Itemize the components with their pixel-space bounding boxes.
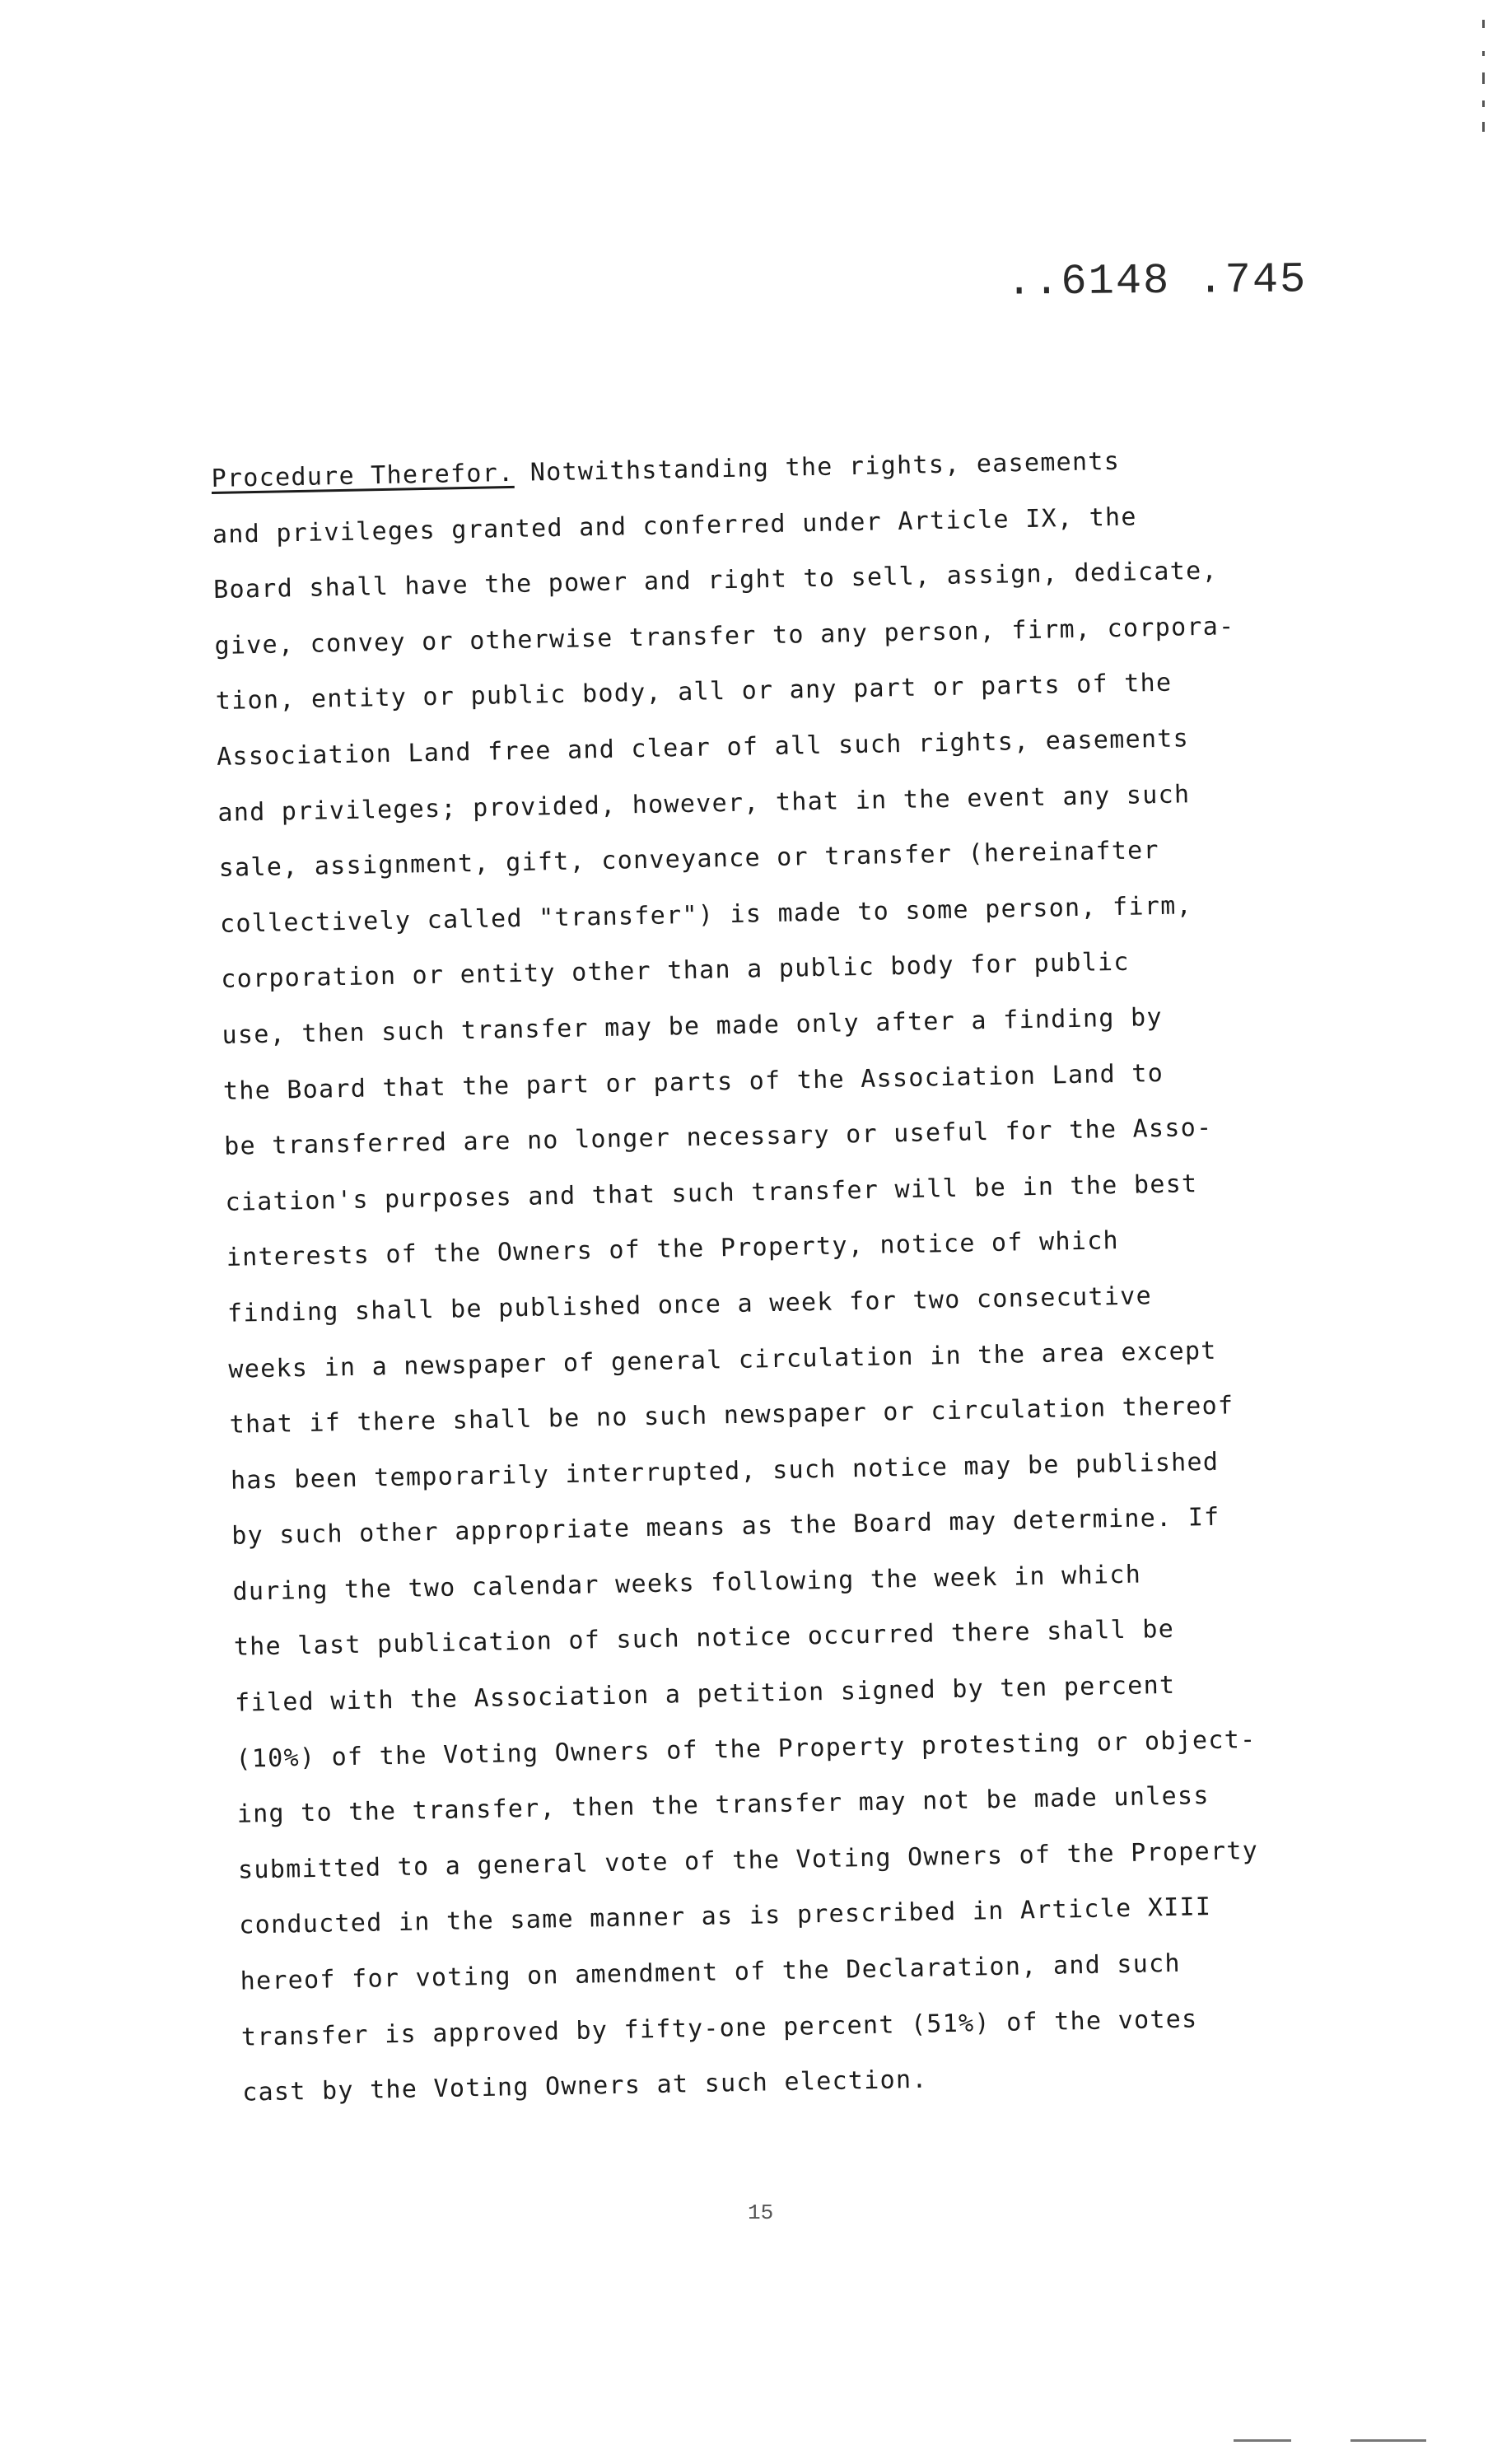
scan-edge-mark <box>1234 2439 1291 2442</box>
text-line: during the two calendar weeks following the week in which <box>232 1560 1142 1607</box>
text-line: tion, entity or public body, all or any part or parts of the <box>215 669 1173 716</box>
text-line: interests of the Owners of the Property, notice of which <box>226 1226 1120 1273</box>
text-line: give, convey or otherwise transfer to any person, firm, corpora- <box>214 611 1235 660</box>
book-page-reference: ..6148 .745 <box>1005 255 1308 307</box>
text-line-1-rest: Notwithstanding the rights, easements <box>514 446 1121 488</box>
section-heading: Procedure Therefor. <box>211 458 515 493</box>
text-line: hereof for voting on amendment of the Declaration, and such <box>240 1948 1182 1996</box>
text-line: transfer is approved by fifty-one percent (51%) of the votes <box>240 2004 1198 2052</box>
text-line: that if there shall be no such newspaper or circulation thereof <box>229 1391 1234 1440</box>
text-line: filed with the Association a petition signed by ten percent <box>234 1670 1176 1718</box>
text-line: submitted to a general vote of the Voting Owners of the Property <box>237 1836 1259 1885</box>
text-line: the Board that the part or parts of the Association Land to <box>222 1058 1164 1106</box>
text-line: use, then such transfer may be made only after a finding by <box>222 1002 1164 1050</box>
text-line: collectively called "transfer") is made to some person, firm, <box>219 890 1193 939</box>
page-number: 15 <box>748 2200 774 2225</box>
text-line: cast by the Voting Owners at such election. <box>241 2065 929 2107</box>
text-line: Association Land free and clear of all such rights, easements <box>216 724 1190 772</box>
text-line: sale, assignment, gift, conveyance or transfer (hereinafter <box>218 836 1160 884</box>
margin-scan-marks <box>1482 20 1486 135</box>
text-line: corporation or entity other than a public body for public <box>220 948 1131 995</box>
text-line: the last publication of such notice occurred there shall be <box>233 1615 1175 1663</box>
text-line: has been temporarily interrupted, such notice may be published <box>230 1447 1220 1496</box>
text-line: ing to the transfer, then the transfer may not be made unless <box>236 1781 1210 1829</box>
document-body <box>211 429 1420 2121</box>
text-line: be transferred are no longer necessary or useful for the Asso- <box>223 1113 1213 1161</box>
text-line: and privileges granted and conferred under Article IX, the <box>212 502 1138 549</box>
text-line: finding shall be published once a week for two consecutive <box>226 1281 1153 1328</box>
scan-edge-mark <box>1350 2439 1426 2442</box>
text-line: and privileges; provided, however, that in the event any such <box>217 779 1191 828</box>
text-line: conducted in the same manner as is prescribed in Article XIII <box>239 1892 1212 1941</box>
text-line: Board shall have the power and right to sell, assign, dedicate, <box>212 556 1219 605</box>
text-line: by such other appropriate means as the Board may determine. If <box>231 1502 1220 1552</box>
text-line: (10%) of the Voting Owners of the Property protesting or object- <box>236 1724 1257 1774</box>
text-line: weeks in a newspaper of general circulation in the area except <box>228 1336 1217 1384</box>
text-line: ciation's purposes and that such transfer will be in the best <box>225 1169 1198 1217</box>
